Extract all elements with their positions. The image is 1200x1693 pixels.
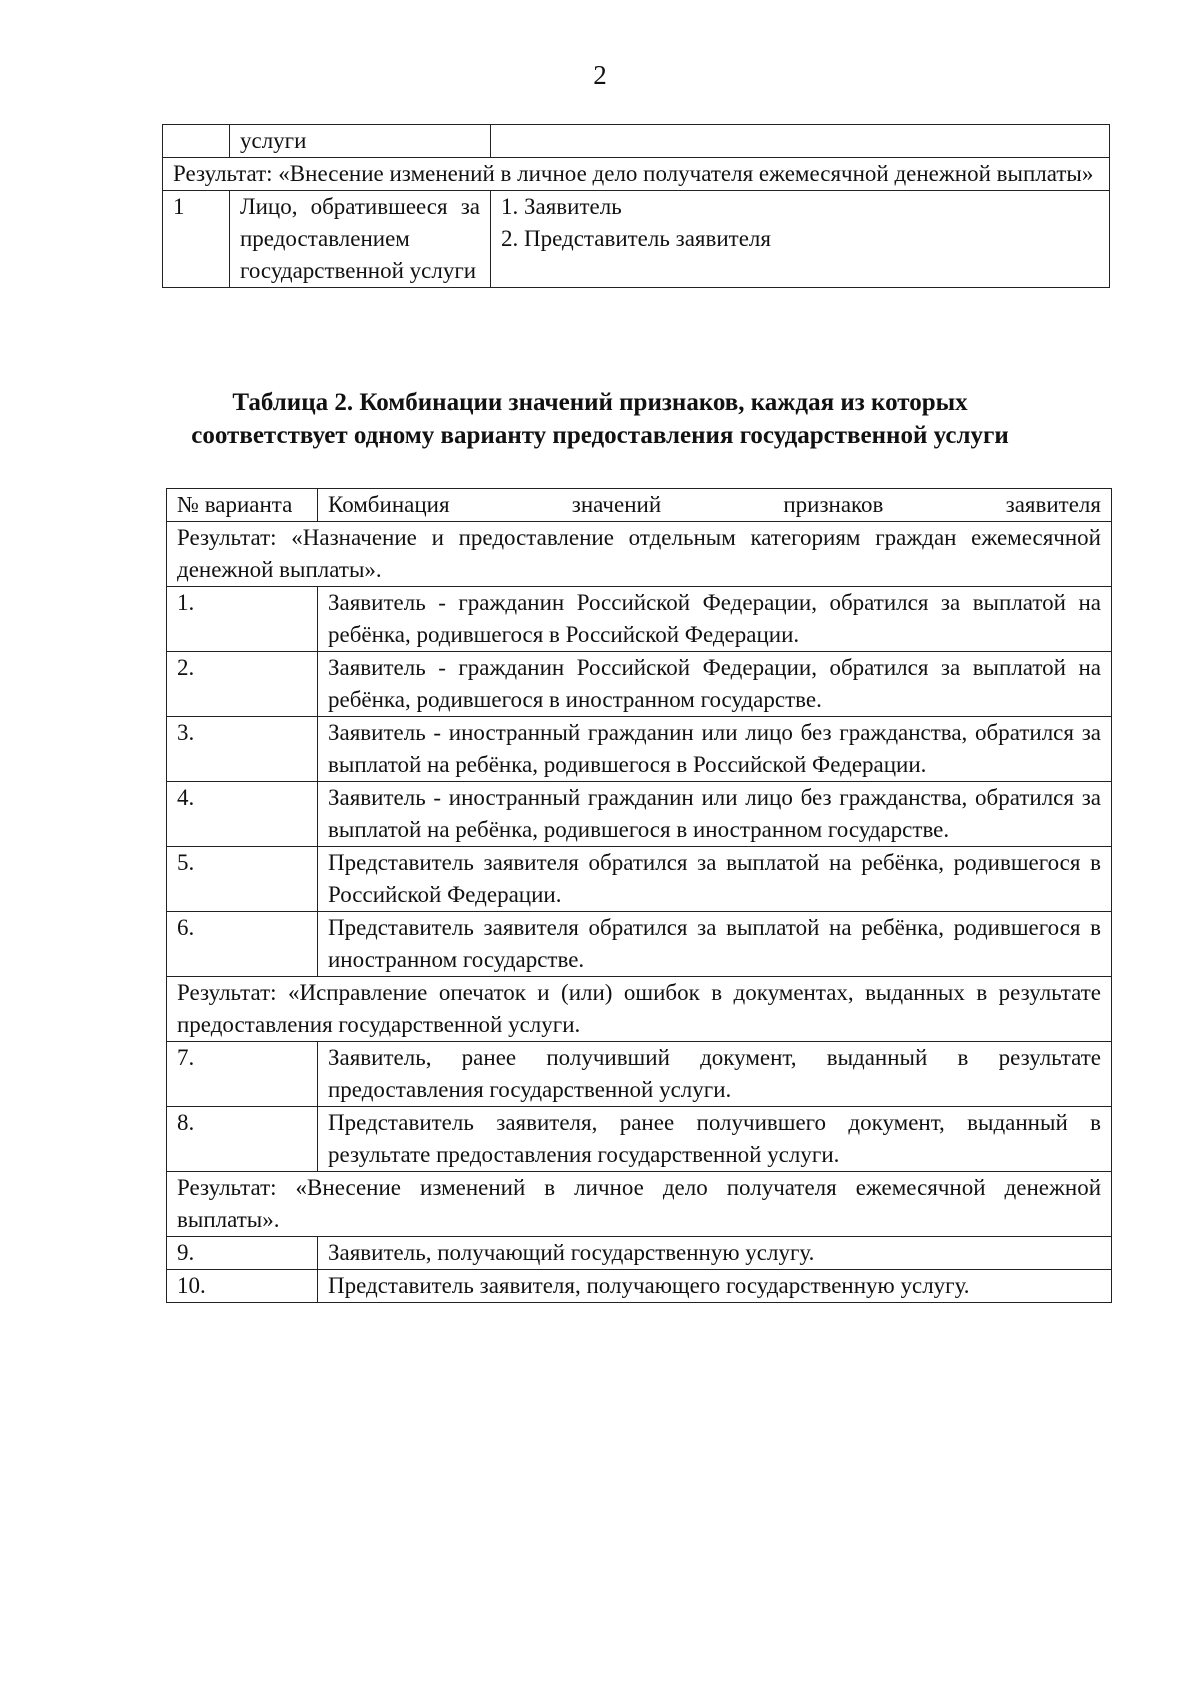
result-cell: Результат: «Внесение изменений в личное дело получателя ежемесячной денежной выплаты»	[163, 158, 1110, 191]
table-row	[167, 652, 1112, 717]
table-cell-empty	[163, 125, 230, 158]
table-row	[163, 125, 1110, 158]
table-row	[163, 191, 1110, 288]
row-number: 1	[163, 191, 230, 288]
variant-number: 4.	[167, 782, 318, 847]
result-cell: Результат: «Внесение изменений в личное дело получателя ежемесячной денежной выплаты».	[167, 1172, 1112, 1237]
table-row	[167, 1107, 1112, 1172]
variant-number: 6.	[167, 912, 318, 977]
result-row	[163, 158, 1110, 191]
variant-description: Представитель заявителя, получающего государственную услугу.	[318, 1270, 1112, 1303]
result-row	[167, 977, 1112, 1042]
caption-line: Таблица 2. Комбинации значений признаков, каждая из которых	[232, 389, 968, 416]
result-row	[167, 1172, 1112, 1237]
variant-number: 2.	[167, 652, 318, 717]
variant-number: 1.	[167, 587, 318, 652]
table-row	[167, 782, 1112, 847]
variant-number: 5.	[167, 847, 318, 912]
table-row	[167, 717, 1112, 782]
header-row	[167, 489, 1112, 522]
variant-number: 8.	[167, 1107, 318, 1172]
variant-description: Представитель заявителя, ранее получившего документ, выданный в результате предоставления государственной услуги.	[318, 1107, 1112, 1172]
table-row	[167, 1237, 1112, 1270]
variant-description: Заявитель, получающий государственную услугу.	[318, 1237, 1112, 1270]
caption-line: соответствует одному варианту предоставления государственной услуги	[191, 422, 1009, 449]
variant-number: 7.	[167, 1042, 318, 1107]
table-cell-empty	[491, 125, 1110, 158]
table-2-caption	[0, 386, 1200, 452]
variant-description: Заявитель - иностранный гражданин или лицо без гражданства, обратился за выплатой на ребёнка, родившегося в иностранном государстве.	[318, 782, 1112, 847]
variant-number: 10.	[167, 1270, 318, 1303]
page-number: 2	[593, 60, 607, 90]
table-row	[167, 1042, 1112, 1107]
variant-description: Представитель заявителя обратился за выплатой на ребёнка, родившегося в иностранном государстве.	[318, 912, 1112, 977]
result-cell: Результат: «Исправление опечаток и (или) ошибок в документах, выданных в результате предоставления государственной услуги.	[167, 977, 1112, 1042]
variant-description: Заявитель - гражданин Российской Федерации, обратился за выплатой на ребёнка, родившегося в иностранном государстве.	[318, 652, 1112, 717]
table-2	[166, 488, 1112, 1303]
variant-number: 3.	[167, 717, 318, 782]
feature-cell: Лицо, обратившееся за предоставлением государственной услуги	[230, 191, 491, 288]
value-item: 1. Заявитель	[501, 194, 622, 219]
variant-description: Заявитель - иностранный гражданин или лицо без гражданства, обратился за выплатой на ребёнка, родившегося в Российской Федерации.	[318, 717, 1112, 782]
variant-description: Представитель заявителя обратился за выплатой на ребёнка, родившегося в Российской Федерации.	[318, 847, 1112, 912]
table-row	[167, 912, 1112, 977]
value-item: 2. Представитель заявителя	[501, 226, 771, 251]
table-row	[167, 587, 1112, 652]
table-cell-continued: услуги	[230, 125, 491, 158]
table-1-continuation	[162, 124, 1110, 288]
variant-number: 9.	[167, 1237, 318, 1270]
table-row	[167, 847, 1112, 912]
table-2-body	[167, 489, 1112, 1303]
header-number: № варианта	[167, 489, 318, 522]
table-row	[167, 1270, 1112, 1303]
values-cell	[491, 191, 1110, 288]
header-combination: Комбинация значений признаков заявителя	[318, 489, 1112, 522]
variant-description: Заявитель - гражданин Российской Федерации, обратился за выплатой на ребёнка, родившегося в Российской Федерации.	[318, 587, 1112, 652]
variant-description: Заявитель, ранее получивший документ, выданный в результате предоставления государственной услуги.	[318, 1042, 1112, 1107]
result-row	[167, 522, 1112, 587]
result-cell: Результат: «Назначение и предоставление отдельным категориям граждан ежемесячной денежной выплаты».	[167, 522, 1112, 587]
